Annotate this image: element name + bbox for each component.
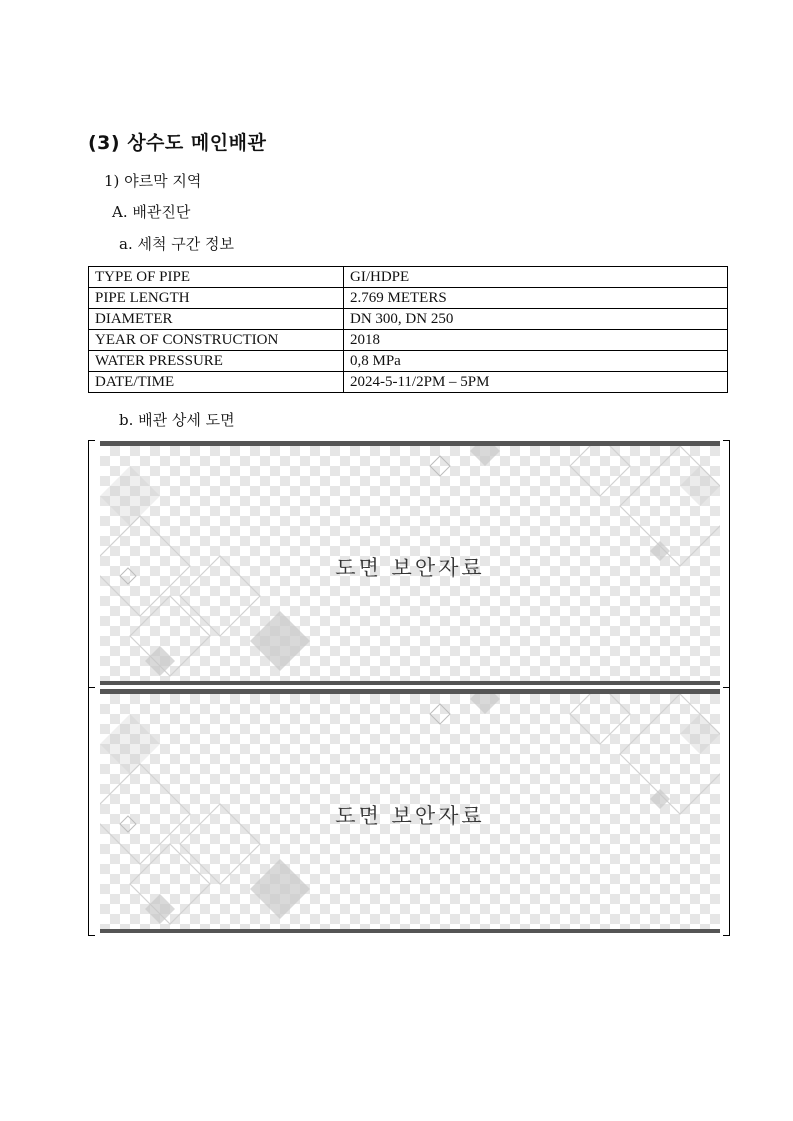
table-row: [89, 267, 728, 288]
table-row: [89, 351, 728, 372]
subsection-cleaning-info: a. 세척 구간 정보: [119, 235, 234, 253]
subsection-pipe-drawing: b. 배관 상세 도면: [119, 411, 235, 429]
subsection-diagnosis: A. 배관진단: [112, 203, 191, 221]
row-label: YEAR OF CONSTRUCTION: [89, 330, 344, 351]
drawing-image: [100, 441, 720, 685]
frame-corner: [723, 440, 729, 441]
table-row: [89, 288, 728, 309]
row-label: DIAMETER: [89, 309, 344, 330]
table-row: [89, 330, 728, 351]
row-label: TYPE OF PIPE: [89, 267, 344, 288]
frame-divider: [89, 687, 95, 688]
subsection-area: 1) 야르막 지역: [104, 172, 202, 190]
frame-corner: [89, 440, 95, 441]
table-row: [89, 309, 728, 330]
drawing-caption: 도면 보안자료: [335, 556, 485, 580]
row-label: PIPE LENGTH: [89, 288, 344, 309]
row-label: DATE/TIME: [89, 372, 344, 393]
section-heading: (3) 상수도 메인배관: [88, 132, 267, 154]
frame-corner: [723, 935, 729, 936]
row-value: 0,8 MPa: [344, 351, 728, 372]
drawing-image: [100, 689, 720, 933]
frame-divider: [723, 687, 729, 688]
pipe-info-table: [88, 266, 728, 393]
row-value: GI/HDPE: [344, 267, 728, 288]
row-value: 2024-5-11/2PM – 5PM: [344, 372, 728, 393]
table-row: [89, 372, 728, 393]
drawing-caption: 도면 보안자료: [335, 804, 485, 828]
row-value: 2018: [344, 330, 728, 351]
row-label: WATER PRESSURE: [89, 351, 344, 372]
row-value: DN 300, DN 250: [344, 309, 728, 330]
frame-corner: [89, 935, 95, 936]
row-value: 2.769 METERS: [344, 288, 728, 309]
